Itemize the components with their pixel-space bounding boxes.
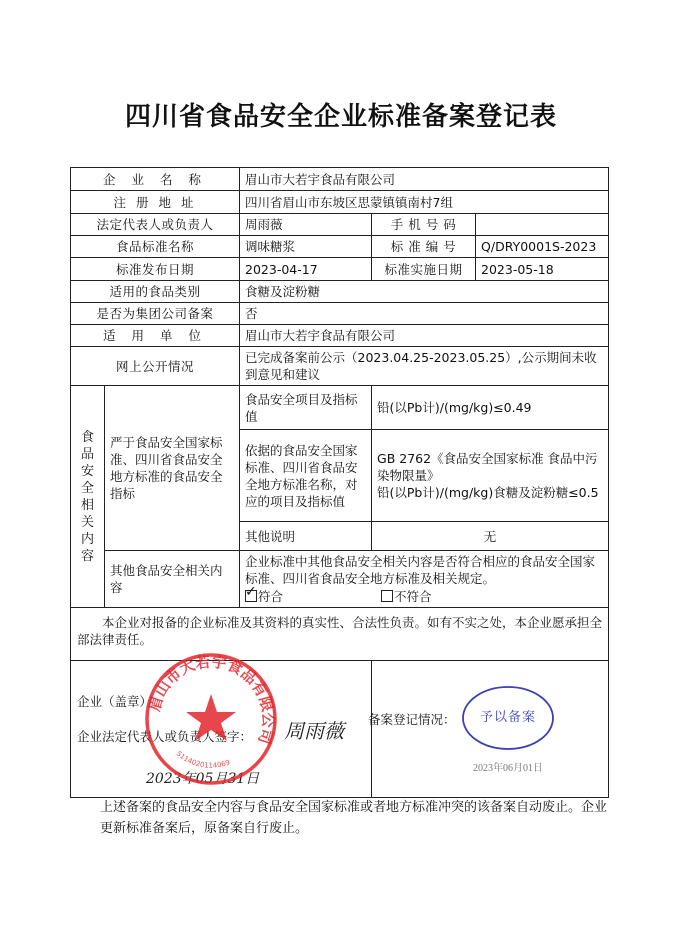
enterprise-name: 眉山市大若宇食品有限公司 (240, 168, 609, 191)
basis-label: 依据的食品安全国家标准、四川省食品安全地方标准名称，对应的项目及指标值 (240, 430, 372, 522)
stricter-label: 严于食品安全国家标准、四川省食品安全地方标准的食品安全指标 (105, 386, 240, 551)
public-label: 网上公开情况 (71, 347, 240, 386)
seal-number: 5114020114069 (174, 749, 232, 770)
other-content (240, 551, 609, 608)
address-label: 注 册 地 址 (71, 191, 240, 214)
standard-name: 调味糖浆 (240, 236, 372, 258)
other-label: 其他说明 (240, 522, 372, 551)
group: 否 (240, 303, 609, 325)
unit-label: 适 用 单 位 (71, 325, 240, 347)
standard-name-label: 食品标准名称 (71, 236, 240, 258)
registration-table (70, 167, 609, 798)
basis-value-standard: GB 2762《食品安全国家标准 食品中污染物限量》 (377, 451, 598, 483)
other-value: 无 (372, 522, 609, 551)
basis-value (372, 430, 609, 522)
basis-value-limit: 铅(以Pb计)/(mg/kg)食糖及淀粉糖≤0.5 (377, 485, 599, 500)
approval-stamp-text: 予以备案 (480, 710, 537, 725)
safety-section-label: 食 品 安 全 相 关 内 容 (71, 386, 105, 608)
category: 食糖及淀粉糖 (240, 281, 609, 303)
phone-label: 手 机 号 码 (372, 214, 476, 236)
company-seal-icon (141, 649, 281, 789)
liability-statement: 本企业对报备的企业标准及其资料的真实性、合法性负责。如有不实之处，本企业愿承担全部法律责任。 (71, 608, 609, 661)
publish-date: 2023-04-17 (240, 258, 372, 281)
svg-text:5114020114069 (175, 750, 231, 770)
enterprise-sign-area (71, 652, 372, 798)
impl-date: 2023-05-18 (476, 258, 609, 281)
unit: 眉山市大若宇食品有限公司 (240, 325, 609, 347)
item-value: 铅(以Pb计)/(mg/kg)≤0.49 (372, 386, 609, 430)
footer-note: 上述备案的食品安全内容与食品安全国家标准或者地方标准冲突的该备案自动废止。企业更新标准备案后，原备案自行废止。 (100, 800, 608, 836)
legal-rep-label: 法定代表人或负责人 (71, 214, 240, 236)
sign-date: 2023年05月31日 (146, 771, 260, 787)
public-status: 已完成备案前公示（2023.04.25-2023.05.25）,公示期间未收到意见和建议 (240, 347, 609, 386)
record-area (368, 661, 609, 798)
group-label: 是否为集团公司备案 (71, 303, 240, 325)
category-label: 适用的食品类别 (71, 281, 240, 303)
conform-checkbox[interactable] (245, 590, 257, 602)
address: 四川省眉山市东坡区思蒙镇镇南村7组 (240, 191, 609, 214)
seal-text: 眉山市大若宇食品有限公司 (145, 652, 278, 747)
seal-label: 企业（盖章） (77, 694, 153, 709)
publish-date-label: 标准发布日期 (71, 258, 240, 281)
standard-no: Q/DRY0001S-2023 (476, 236, 609, 258)
page-title: 四川省食品安全企业标准备案登记表 (124, 102, 557, 132)
not-conform-checkbox[interactable] (381, 590, 393, 602)
item-label: 食品安全项目及指标值 (240, 386, 372, 430)
signature: 周雨薇 (284, 719, 344, 743)
standard-no-label: 标 准 编 号 (372, 236, 476, 258)
approval-date: 2023年06月01日 (473, 763, 544, 774)
enterprise-name-label: 企 业 名 称 (71, 168, 240, 191)
record-label: 备案登记情况： (368, 712, 456, 727)
phone (476, 214, 609, 236)
not-conform-label: 不符合 (394, 589, 432, 604)
other-content-text: 企业标准中其他食品安全相关内容是否符合相应的食品安全国家标准、四川省食品安全地方标准及相关规定。 (245, 554, 596, 586)
impl-date-label: 标准实施日期 (372, 258, 476, 281)
legal-rep: 周雨薇 (240, 214, 372, 236)
conform-label: 符合 (258, 589, 284, 604)
rep-sign-label: 企业法定代表人或负责人签字： (77, 729, 253, 744)
other-content-label: 其他食品安全相关内容 (105, 551, 240, 608)
